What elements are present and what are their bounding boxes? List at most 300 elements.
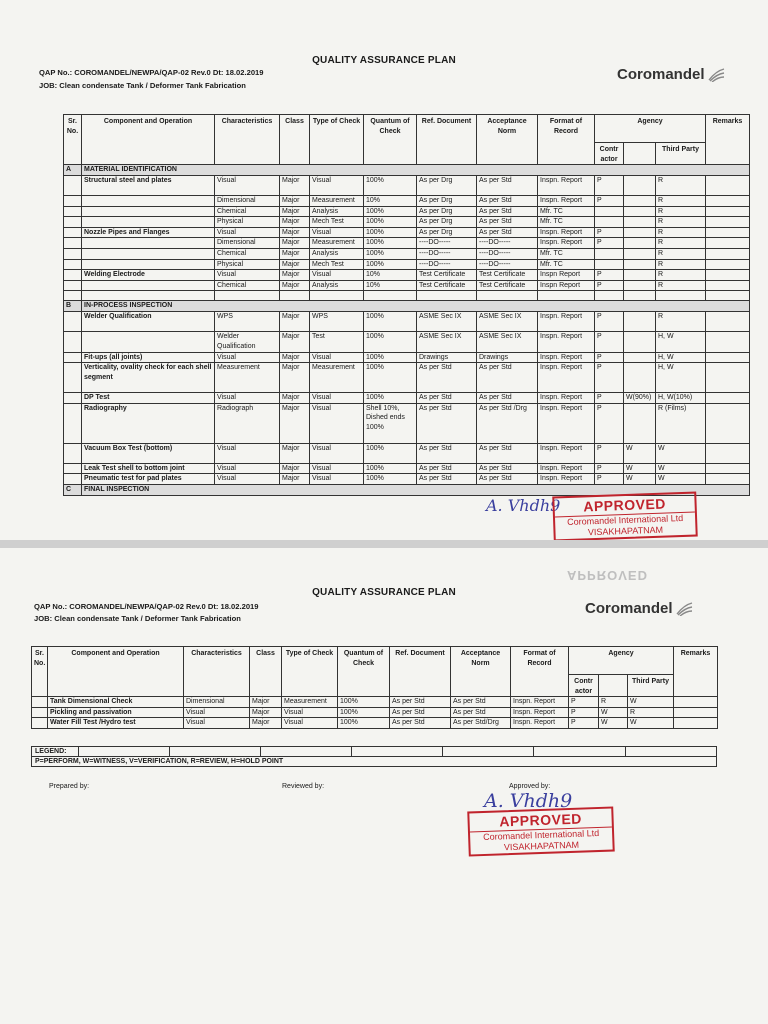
cell-ref-document: As per Std xyxy=(417,463,477,474)
cell-quantum: 10% xyxy=(364,270,417,281)
cell-type: Analysis xyxy=(310,248,364,259)
table-row xyxy=(64,291,750,301)
cell-characteristics: Dimensional xyxy=(215,196,280,207)
cell-characteristics: Physical xyxy=(215,259,280,270)
cell-third-party xyxy=(624,363,656,393)
cell-format: Inspn. Report xyxy=(538,176,595,196)
section-id: A xyxy=(64,165,82,176)
cell-remarks xyxy=(706,312,750,332)
stamp-company: Coromandel International Ltd xyxy=(482,827,600,843)
logo-text: Coromandel xyxy=(617,66,705,83)
cell-quantum: 100% xyxy=(364,238,417,249)
cell-quantum: 100% xyxy=(364,352,417,363)
cell-remarks xyxy=(706,403,750,443)
empty-cell xyxy=(417,291,477,301)
col-header-class: Class xyxy=(250,647,282,697)
cell-acceptance: As per Std xyxy=(477,443,538,463)
cell-agency-note: R xyxy=(656,227,706,238)
section-title: MATERIAL IDENTIFICATION xyxy=(82,165,750,176)
cell-format: Inspn. Report xyxy=(511,707,569,718)
table-row xyxy=(32,707,718,718)
cell-type: Visual xyxy=(282,707,338,718)
cell-component: Vacuum Box Test (bottom) xyxy=(82,443,215,463)
cell-contractor: P xyxy=(595,443,624,463)
cell-contractor: P xyxy=(595,176,624,196)
cell-agency-note: R (Films) xyxy=(656,403,706,443)
cell-third-party xyxy=(624,176,656,196)
cell-ref-document: As per Std xyxy=(390,718,451,729)
cell-class: Major xyxy=(280,259,310,270)
cell-contractor: P xyxy=(595,270,624,281)
cell-acceptance: As per Std xyxy=(477,363,538,393)
cell-format: Inspn. Report xyxy=(538,332,595,352)
table-row xyxy=(64,301,750,312)
section-id: B xyxy=(64,301,82,312)
signature: A. Vhdh9 xyxy=(486,496,561,515)
cell-remarks xyxy=(706,393,750,404)
cell-component: Pickling and passivation xyxy=(48,707,184,718)
cell-sr xyxy=(64,176,82,196)
cell-component: Welder Qualification xyxy=(82,312,215,332)
cell-acceptance: As per Std xyxy=(477,206,538,217)
cell-contractor: P xyxy=(595,312,624,332)
cell-third-party xyxy=(624,403,656,443)
cell-acceptance: ASME Sec IX xyxy=(477,312,538,332)
cell-quantum: 100% xyxy=(364,259,417,270)
col-header-format: Format of Record xyxy=(538,115,595,165)
qap-number: QAP No.: COROMANDEL/NEWPA/QAP-02 Rev.0 Dt: 18.02.2019 xyxy=(39,68,264,77)
cell-remarks xyxy=(706,363,750,393)
cell-component xyxy=(82,332,215,352)
cell-format: Mfr. TC xyxy=(538,217,595,228)
cell-sr xyxy=(64,217,82,228)
cell-class: Major xyxy=(280,312,310,332)
cell-agency-note: R xyxy=(656,196,706,207)
cell-ref-document: As per Std xyxy=(417,474,477,485)
cell-class: Major xyxy=(280,176,310,196)
cell-agency-note: H, W xyxy=(656,363,706,393)
cell-sr xyxy=(32,707,48,718)
cell-format: Inspn. Report xyxy=(538,312,595,332)
cell-ref-document: Test Certificate xyxy=(417,270,477,281)
cell-class: Major xyxy=(280,238,310,249)
reviewed-by-label: Reviewed by: xyxy=(282,783,325,790)
cell-characteristics: Visual xyxy=(215,443,280,463)
cell-agency-note: W xyxy=(656,443,706,463)
cell-format: Mfr. TC xyxy=(538,248,595,259)
table-row xyxy=(64,443,750,463)
cell-quantum: Shell 10%, Dished ends 100% xyxy=(364,403,417,443)
cell-agency-note: W xyxy=(656,474,706,485)
cell-quantum: 100% xyxy=(364,176,417,196)
cell-characteristics: Chemical xyxy=(215,280,280,291)
table-row xyxy=(64,363,750,393)
cell-class: Major xyxy=(280,270,310,281)
cell-type: WPS xyxy=(310,312,364,332)
cell-characteristics: Dimensional xyxy=(215,238,280,249)
cell-third-party xyxy=(624,217,656,228)
table-row xyxy=(64,474,750,485)
cell-third-party: W xyxy=(599,707,628,718)
cell-acceptance: Test Certificate xyxy=(477,270,538,281)
cell-component xyxy=(82,280,215,291)
logo-text-2: Coromandel xyxy=(585,600,673,617)
cell-component: Fit-ups (all joints) xyxy=(82,352,215,363)
cell-type: Visual xyxy=(310,352,364,363)
cell-characteristics: Visual xyxy=(215,227,280,238)
col-header-quantum: Quantum of Check xyxy=(364,115,417,165)
cell-quantum: 100% xyxy=(338,697,390,708)
col-header-sr: Sr. No. xyxy=(32,647,48,697)
cell-quantum: 100% xyxy=(364,463,417,474)
cell-contractor xyxy=(595,259,624,270)
cell-ref-document: As per Drg xyxy=(417,196,477,207)
col-header-component: Component and Operation xyxy=(48,647,184,697)
cell-third-party xyxy=(624,280,656,291)
empty-cell xyxy=(706,291,750,301)
cell-quantum: 100% xyxy=(364,248,417,259)
cell-sr xyxy=(64,393,82,404)
qap-table-page-1 xyxy=(63,114,750,496)
prepared-by-label: Prepared by: xyxy=(49,783,90,790)
cell-characteristics: Visual xyxy=(215,270,280,281)
cell-acceptance: As per Std xyxy=(477,196,538,207)
cell-acceptance: As per Std xyxy=(451,697,511,708)
cell-characteristics: WPS xyxy=(215,312,280,332)
cell-acceptance: ----DO----- xyxy=(477,238,538,249)
cell-class: Major xyxy=(280,217,310,228)
cell-acceptance: Drawings xyxy=(477,352,538,363)
qap-number-2: QAP No.: COROMANDEL/NEWPA/QAP-02 Rev.0 Dt: 18.02.2019 xyxy=(34,602,259,611)
cell-type: Mech Test xyxy=(310,259,364,270)
table-row xyxy=(64,176,750,196)
cell-contractor: P xyxy=(595,227,624,238)
cell-third-party xyxy=(624,206,656,217)
cell-agency-note: R xyxy=(656,176,706,196)
table-row xyxy=(64,332,750,352)
cell-type: Visual xyxy=(282,718,338,729)
empty-cell xyxy=(538,291,595,301)
cell-format: Inspn. Report xyxy=(538,463,595,474)
cell-remarks xyxy=(706,352,750,363)
cell-type: Measurement xyxy=(310,238,364,249)
cell-component: Leak Test shell to bottom joint xyxy=(82,463,215,474)
cell-third-party xyxy=(624,238,656,249)
cell-third-party: R xyxy=(599,697,628,708)
legend-text: P=PERFORM, W=WITNESS, V=VERIFICATION, R=REVIEW, H=HOLD POINT xyxy=(32,757,717,767)
empty-cell xyxy=(624,291,656,301)
cell-class: Major xyxy=(280,474,310,485)
cell-characteristics: Visual xyxy=(215,474,280,485)
cell-ref-document: As per Std xyxy=(417,443,477,463)
cell-third-party xyxy=(624,196,656,207)
cell-ref-document: ----DO----- xyxy=(417,248,477,259)
logo-wave-icon xyxy=(707,68,725,82)
cell-sr xyxy=(64,332,82,352)
cell-remarks xyxy=(706,332,750,352)
cell-type: Visual xyxy=(310,403,364,443)
cell-ref-document: Drawings xyxy=(417,352,477,363)
cell-ref-document: As per Std xyxy=(417,363,477,393)
cell-acceptance: As per Std/Drg xyxy=(451,718,511,729)
cell-class: Major xyxy=(250,697,282,708)
col-header-type: Type of Check xyxy=(282,647,338,697)
cell-remarks xyxy=(706,217,750,228)
cell-acceptance: As per Std xyxy=(477,227,538,238)
cell-type: Mech Test xyxy=(310,217,364,228)
cell-ref-document: Test Certificate xyxy=(417,280,477,291)
cell-agency-note: H, W(10%) xyxy=(656,393,706,404)
cell-ref-document: As per Std xyxy=(390,697,451,708)
cell-remarks xyxy=(706,248,750,259)
stamp-city: VISAKHAPATNAM xyxy=(503,839,580,853)
cell-agency-note: R xyxy=(656,280,706,291)
cell-contractor: P xyxy=(569,697,599,708)
cell-agency-note: R xyxy=(628,707,674,718)
cell-remarks xyxy=(706,280,750,291)
cell-component xyxy=(82,196,215,207)
col-header-acceptance: Acceptance Norm xyxy=(477,115,538,165)
col-header-characteristics: Characteristics xyxy=(184,647,250,697)
legend-label: LEGEND: xyxy=(32,747,79,757)
qap-sheet-2 xyxy=(0,548,768,1024)
company-logo-2 xyxy=(585,600,693,617)
col-header-quantum: Quantum of Check xyxy=(338,647,390,697)
empty-cell xyxy=(595,291,624,301)
cell-format: Inspn. Report xyxy=(511,718,569,729)
cell-remarks xyxy=(706,196,750,207)
cell-agency-note: R xyxy=(656,248,706,259)
cell-format: Inspn. Report xyxy=(538,393,595,404)
cell-contractor: P xyxy=(595,196,624,207)
cell-third-party xyxy=(624,270,656,281)
empty-cell xyxy=(64,291,82,301)
cell-third-party xyxy=(624,312,656,332)
qap-table-page-2 xyxy=(31,646,718,729)
cell-agency-note: W xyxy=(628,697,674,708)
cell-third-party xyxy=(624,227,656,238)
cell-remarks xyxy=(706,270,750,281)
cell-ref-document: As per Std xyxy=(417,393,477,404)
cell-format: Inspn. Report xyxy=(538,196,595,207)
table-row xyxy=(64,280,750,291)
cell-sr xyxy=(64,227,82,238)
table-row xyxy=(64,217,750,228)
company-logo xyxy=(617,66,725,83)
table-row xyxy=(64,463,750,474)
cell-type: Analysis xyxy=(310,206,364,217)
col-header-format: Format of Record xyxy=(511,647,569,697)
cell-sr xyxy=(64,312,82,332)
cell-ref-document: As per Std xyxy=(390,707,451,718)
cell-contractor xyxy=(595,206,624,217)
cell-type: Measurement xyxy=(282,697,338,708)
cell-third-party xyxy=(624,352,656,363)
cell-sr xyxy=(64,363,82,393)
col-header-agency: Agency xyxy=(595,115,706,143)
cell-contractor: P xyxy=(595,280,624,291)
cell-type: Visual xyxy=(310,176,364,196)
stamp-city: VISAKHAPATNAM xyxy=(587,524,664,538)
cell-class: Major xyxy=(280,363,310,393)
cell-quantum: 100% xyxy=(338,707,390,718)
stamp-company: Coromandel International Ltd xyxy=(566,512,684,528)
cell-sr xyxy=(64,206,82,217)
empty-cell xyxy=(364,291,417,301)
cell-agency-note: R xyxy=(656,270,706,281)
table-row xyxy=(32,718,718,729)
col-header-contractor: Contr actor xyxy=(595,143,624,165)
cell-agency-note: R xyxy=(656,206,706,217)
col-header-ref: Ref. Document xyxy=(390,647,451,697)
cell-agency-note: H, W xyxy=(656,352,706,363)
cell-third-party: W xyxy=(624,443,656,463)
cell-contractor: P xyxy=(595,238,624,249)
cell-type: Test xyxy=(310,332,364,352)
cell-remarks xyxy=(706,176,750,196)
cell-format: Inspn Report xyxy=(538,280,595,291)
cell-class: Major xyxy=(280,248,310,259)
table-row xyxy=(64,227,750,238)
cell-contractor: P xyxy=(595,403,624,443)
cell-characteristics: Chemical xyxy=(215,206,280,217)
cell-ref-document: ----DO----- xyxy=(417,238,477,249)
cell-contractor: P xyxy=(569,718,599,729)
cell-sr xyxy=(64,463,82,474)
cell-ref-document: As per Drg xyxy=(417,227,477,238)
cell-agency-note: W xyxy=(628,718,674,729)
cell-sr xyxy=(64,238,82,249)
cell-type: Measurement xyxy=(310,196,364,207)
cell-contractor: P xyxy=(595,393,624,404)
cell-component: Pneumatic test for pad plates xyxy=(82,474,215,485)
cell-ref-document: As per Drg xyxy=(417,206,477,217)
cell-quantum: 100% xyxy=(364,312,417,332)
cell-sr xyxy=(64,474,82,485)
cell-ref-document: ASME Sec IX xyxy=(417,332,477,352)
stamp-approved: APPROVED xyxy=(554,494,695,518)
cell-class: Major xyxy=(280,280,310,291)
cell-format: Inspn. Report xyxy=(538,227,595,238)
cell-type: Visual xyxy=(310,393,364,404)
cell-remarks xyxy=(706,206,750,217)
cell-format: Inspn. Report xyxy=(538,443,595,463)
cell-sr xyxy=(32,718,48,729)
cell-third-party: W xyxy=(624,474,656,485)
cell-characteristics: Welder Qualification xyxy=(215,332,280,352)
cell-format: Inspn. Report xyxy=(511,697,569,708)
cell-sr xyxy=(32,697,48,708)
cell-contractor: P xyxy=(595,332,624,352)
cell-format: Inspn. Report xyxy=(538,363,595,393)
cell-format: Mfr. TC xyxy=(538,259,595,270)
job-description-2: JOB: Clean condensate Tank / Deformer Tank Fabrication xyxy=(34,614,241,623)
cell-ref-document: As per Drg xyxy=(417,176,477,196)
cell-agency-note: W xyxy=(656,463,706,474)
cell-characteristics: Visual xyxy=(215,352,280,363)
table-row xyxy=(64,352,750,363)
cell-remarks xyxy=(706,443,750,463)
cell-sr xyxy=(64,259,82,270)
cell-class: Major xyxy=(280,196,310,207)
table-row xyxy=(32,697,718,708)
cell-acceptance: ----DO----- xyxy=(477,259,538,270)
cell-contractor xyxy=(595,248,624,259)
cell-component: Nozzle Pipes and Flanges xyxy=(82,227,215,238)
cell-remarks xyxy=(706,238,750,249)
cell-third-party: W xyxy=(599,718,628,729)
job-description: JOB: Clean condensate Tank / Deformer Tank Fabrication xyxy=(39,81,246,90)
cell-characteristics: Visual xyxy=(215,393,280,404)
cell-class: Major xyxy=(280,206,310,217)
section-title: IN-PROCESS INSPECTION xyxy=(82,301,750,312)
cell-type: Visual xyxy=(310,474,364,485)
cell-sr xyxy=(64,403,82,443)
cell-type: Visual xyxy=(310,463,364,474)
legend-table xyxy=(31,746,717,767)
cell-quantum: 10% xyxy=(364,280,417,291)
cell-agency-note: R xyxy=(656,238,706,249)
stamp-approved: APPROVED xyxy=(469,809,612,833)
cell-quantum: 100% xyxy=(364,227,417,238)
table-row xyxy=(64,238,750,249)
cell-sr xyxy=(64,443,82,463)
approved-by-label: Approved by: xyxy=(509,783,551,790)
col-header-component: Component and Operation xyxy=(82,115,215,165)
approved-stamp xyxy=(552,492,697,540)
cell-characteristics: Visual xyxy=(184,707,250,718)
cell-contractor: P xyxy=(595,363,624,393)
col-header-agency: Agency xyxy=(569,647,674,675)
cell-characteristics: Measurement xyxy=(215,363,280,393)
cell-quantum: 100% xyxy=(338,718,390,729)
cell-contractor xyxy=(595,217,624,228)
cell-component xyxy=(82,206,215,217)
logo-wave-icon xyxy=(675,602,693,616)
cell-ref-document: ----DO----- xyxy=(417,259,477,270)
cell-component: DP Test xyxy=(82,393,215,404)
cell-component: Radiography xyxy=(82,403,215,443)
page-title-2: QUALITY ASSURANCE PLAN xyxy=(312,587,456,598)
cell-type: Visual xyxy=(310,270,364,281)
cell-characteristics: Visual xyxy=(184,718,250,729)
cell-component xyxy=(82,259,215,270)
cell-sr xyxy=(64,196,82,207)
cell-remarks xyxy=(674,718,718,729)
cell-characteristics: Dimensional xyxy=(184,697,250,708)
cell-quantum: 100% xyxy=(364,206,417,217)
cell-quantum: 10% xyxy=(364,196,417,207)
empty-cell xyxy=(477,291,538,301)
cell-class: Major xyxy=(280,443,310,463)
approved-stamp-2 xyxy=(467,806,614,856)
cell-format: Inspn. Report xyxy=(538,352,595,363)
cell-component: Tank Dimensional Check xyxy=(48,697,184,708)
cell-characteristics: Visual xyxy=(215,176,280,196)
empty-cell xyxy=(215,291,280,301)
cell-format: Inspn Report xyxy=(538,270,595,281)
cell-characteristics: Physical xyxy=(215,217,280,228)
section-title: FINAL INSPECTION xyxy=(82,484,750,495)
cell-sr xyxy=(64,248,82,259)
cell-format: Inspn. Report xyxy=(538,474,595,485)
cell-class: Major xyxy=(280,393,310,404)
table-row xyxy=(64,165,750,176)
empty-cell xyxy=(310,291,364,301)
col-header-characteristics: Characteristics xyxy=(215,115,280,165)
cell-component xyxy=(82,238,215,249)
cell-acceptance: As per Std xyxy=(451,707,511,718)
